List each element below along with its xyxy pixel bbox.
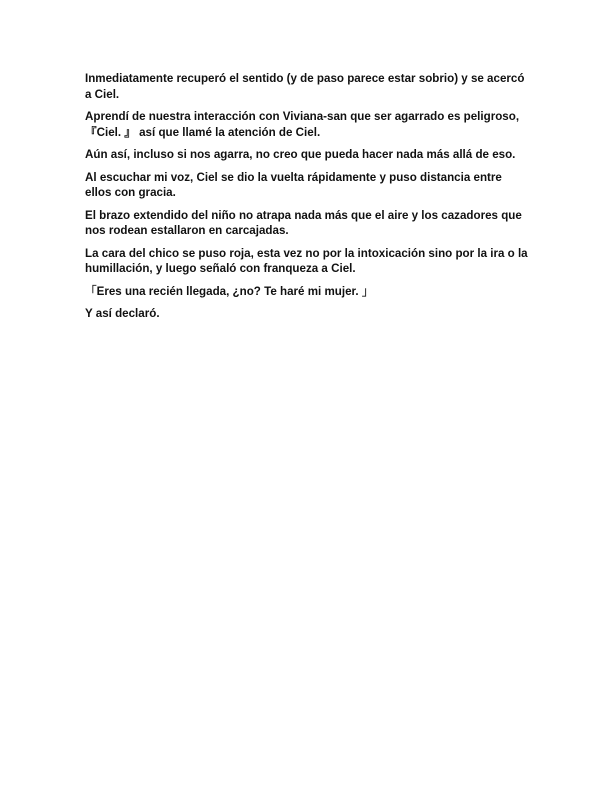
paragraph: La cara del chico se puso roja, esta vez no por la intoxicación sino por la ira o la humillación, y luego señaló con franqueza a Ciel. (85, 246, 528, 275)
paragraph: El brazo extendido del niño no atrapa nada más que el aire y los cazadores que nos rodean estallaron en carcajadas. (85, 208, 522, 237)
paragraph: Y así declaró. (85, 307, 160, 320)
paragraph: Aún así, incluso si nos agarra, no creo que pueda hacer nada más allá de eso. (85, 148, 516, 161)
dialogue-line: 「Eres una recién llegada, ¿no? Te haré mi mujer. 」 (85, 284, 374, 298)
paragraph: Inmediatamente recuperó el sentido (y de paso parece estar sobrio) y se acercó a Ciel. (85, 72, 525, 101)
paragraph: Al escuchar mi voz, Ciel se dio la vuelta rápidamente y puso distancia entre ellos con gracia. (85, 170, 502, 199)
paragraph: Aprendí de nuestra interacción con Viviana-san que ser agarrado es peligroso, 『Ciel. 』 así que llamé la atención de Ciel. (85, 110, 520, 139)
document-body (85, 71, 530, 322)
